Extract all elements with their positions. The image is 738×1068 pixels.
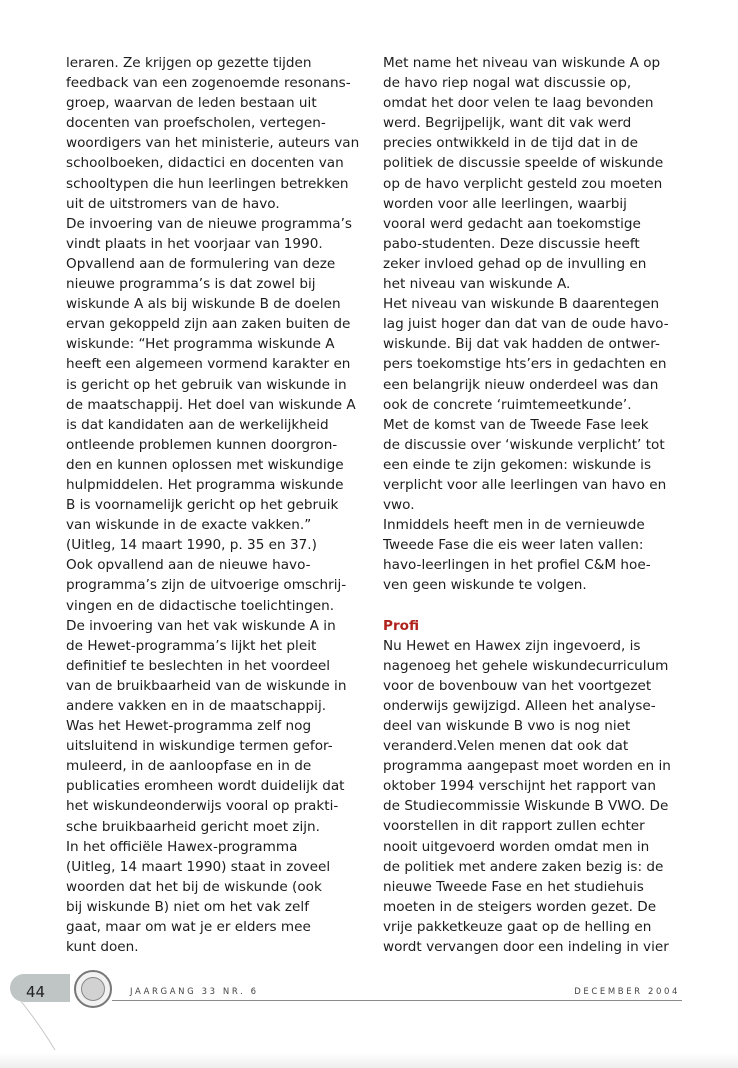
text-line: wiskunde A als bij wiskunde B de doelen xyxy=(66,296,341,313)
text-line: uit de uitstromers van de havo. xyxy=(66,195,280,212)
text-line: B is voornamelijk gericht op het gebruik xyxy=(66,497,339,514)
text-line: (Uitleg, 14 maart 1990, p. 35 en 37.) xyxy=(66,537,317,554)
scan-edge xyxy=(0,1053,738,1068)
text-line: den en kunnen oplossen met wiskundige xyxy=(66,456,344,473)
text-line: schooltypen die hun leerlingen betrekken xyxy=(66,175,349,192)
text-line: heeft een algemeen vormend karakter en xyxy=(66,356,351,373)
text-line: sche bruikbaarheid gericht moet zijn. xyxy=(66,818,320,835)
text-line: Met de komst van de Tweede Fase leek xyxy=(383,416,649,433)
text-line: Met name het niveau van wiskunde A op xyxy=(383,55,661,71)
text-line: oktober 1994 verschijnt het rapport van xyxy=(383,778,656,795)
page-corner-line xyxy=(0,1000,60,1050)
section-heading: Profi xyxy=(383,617,420,634)
text-line: is gericht op het gebruik van wiskunde in xyxy=(66,376,347,393)
text-line: In het officiële Hawex-programma xyxy=(66,838,298,855)
text-line: precies ontwikkeld in de tijd dat in de xyxy=(383,135,638,152)
text-line: de discussie over ‘wiskunde verplicht’ tot xyxy=(383,436,665,453)
text-line: De invoering van de nieuwe programma’s xyxy=(66,215,352,232)
text-line: vingen en de didactische toelichtingen. xyxy=(66,597,335,614)
journal-issue: JAARGANG 33 NR. 6 xyxy=(130,987,259,997)
text-line: muleerd, in de aanloopfase en in de xyxy=(66,758,312,775)
text-line: Opvallend aan de formulering van deze xyxy=(66,255,336,272)
text-line: (Uitleg, 14 maart 1990) staat in zoveel xyxy=(66,858,331,875)
text-line: politiek de discussie speelde of wiskunde xyxy=(383,155,664,172)
text-line: een belangrijk nieuw onderdeel was dan xyxy=(383,376,659,393)
text-line: de politiek met andere zaken bezig is: de xyxy=(383,858,664,875)
text-line: leraren. Ze krijgen op gezette tijden xyxy=(66,55,312,71)
text-line: feedback van een zogenoemde resonans- xyxy=(66,75,351,92)
text-line: verplicht voor alle leerlingen van havo en xyxy=(383,476,667,493)
text-line: Nu Hewet en Hawex zijn ingevoerd, is xyxy=(383,637,641,654)
text-line: de Studiecommissie Wiskunde B VWO. De xyxy=(383,798,669,815)
text-line: docenten van proefscholen, vertegen- xyxy=(66,115,326,132)
text-line: wiskunde. Bij dat vak hadden de ontwer- xyxy=(383,336,660,353)
text-line: is dat kandidaten aan de werkelijkheid xyxy=(66,416,329,433)
right-column-top xyxy=(383,53,685,596)
text-line: hulpmiddelen. Het programma wiskunde xyxy=(66,476,344,493)
text-line: op de havo verplicht gesteld zou moeten xyxy=(383,175,663,192)
text-line: programma aangepast moet worden en in xyxy=(383,758,671,775)
text-line: nooit uitgevoerd worden omdat men in xyxy=(383,838,650,855)
page-number: 44 xyxy=(26,983,46,1001)
journal-seal-inner xyxy=(81,977,105,1001)
left-column xyxy=(66,53,361,957)
text-line: pabo-studenten. Deze discussie heeft xyxy=(383,235,640,252)
text-line: nieuwe Tweede Fase en het studiehuis xyxy=(383,878,644,895)
text-line: worden voor alle leerlingen, waarbij xyxy=(383,195,627,212)
text-line: Tweede Fase die eis weer laten vallen: xyxy=(383,537,644,554)
text-line: kunt doen. xyxy=(66,939,139,956)
text-line: onderwijs gewijzigd. Alleen het analyse- xyxy=(383,697,656,714)
text-line: ontleende problemen kunnen doorgron- xyxy=(66,436,338,453)
text-line: ven geen wiskunde te volgen. xyxy=(383,577,587,594)
text-line: programma’s zijn de uitvoerige omschrij- xyxy=(66,577,347,594)
text-line: andere vakken en in de maatschappij. xyxy=(66,698,327,714)
text-line: bij wiskunde B) niet om het vak zelf xyxy=(66,898,309,915)
text-line: nieuwe programma’s is dat zowel bij xyxy=(66,276,316,293)
text-line: Inmiddels heeft men in de vernieuwde xyxy=(383,517,645,534)
text-line: voor de bovenbouw van het voortgezet xyxy=(383,677,652,694)
text-line: ook de concrete ‘ruimtemeetkunde’. xyxy=(383,396,632,413)
text-line: schoolboeken, didactici en docenten van xyxy=(66,155,344,172)
right-column-bottom xyxy=(383,636,685,958)
text-line: wiskunde: “Het programma wiskunde A xyxy=(66,336,335,353)
text-line: wordt vervangen door een indeling in vier xyxy=(383,939,669,956)
text-line: publicaties eromheen wordt duidelijk dat xyxy=(66,778,345,795)
issue-date: DECEMBER 2004 xyxy=(574,987,680,997)
text-line: pers toekomstige hts’ers in gedachten en xyxy=(383,356,667,373)
text-line: De invoering van het vak wiskunde A in xyxy=(66,617,336,634)
text-line: Ook opvallend aan de nieuwe havo- xyxy=(66,557,311,574)
footer-rule xyxy=(112,1000,682,1001)
text-line: woordigers van het ministerie, auteurs van xyxy=(66,135,360,152)
text-line: de Hewet-programma’s lijkt het pleit xyxy=(66,637,317,654)
text-line: ervan gekoppeld zijn aan zaken buiten de xyxy=(66,316,351,333)
page-number-tab xyxy=(10,974,70,1002)
right-column xyxy=(383,53,685,957)
text-line: deel van wiskunde B vwo is nog niet xyxy=(383,718,631,734)
text-line: havo-leerlingen in het profiel C&M hoe- xyxy=(383,557,651,574)
text-line: veranderd.Velen menen dat ook dat xyxy=(383,738,629,755)
text-line: woorden dat het bij de wiskunde (ook xyxy=(66,878,322,895)
text-line: definitief te beslechten in het voordeel xyxy=(66,657,330,674)
text-line: vrije pakketkeuze gaat op de helling en xyxy=(383,918,652,935)
text-line: vindt plaats in het voorjaar van 1990. xyxy=(66,235,323,252)
text-line: Het niveau van wiskunde B daarentegen xyxy=(383,296,660,313)
text-line: de havo riep nogal wat discussie op, xyxy=(383,75,632,92)
text-line: een einde te zijn gekomen: wiskunde is xyxy=(383,456,652,473)
text-line: van wiskunde in de exacte vakken.” xyxy=(66,517,312,534)
text-line: nagenoeg het gehele wiskundecurriculum xyxy=(383,657,669,674)
text-line: vwo. xyxy=(383,497,415,514)
text-line: moeten in de steigers worden gezet. De xyxy=(383,898,657,915)
text-line: het niveau van wiskunde A. xyxy=(383,276,571,293)
text-line: voorstellen in dit rapport zullen echter xyxy=(383,818,645,835)
text-line: Was het Hewet-programma zelf nog xyxy=(66,718,312,735)
text-line: lag juist hoger dan dat van de oude havo- xyxy=(383,316,669,333)
text-line: groep, waarvan de leden bestaan uit xyxy=(66,95,317,112)
text-line: van de bruikbaarheid van de wiskunde in xyxy=(66,677,347,694)
page-footer xyxy=(0,970,738,1030)
text-line: vooral werd gedacht aan toekomstige xyxy=(383,215,641,232)
journal-seal-icon xyxy=(74,970,112,1008)
text-line: werd. Begrijpelijk, want dit vak werd xyxy=(383,115,632,132)
text-line: de maatschappij. Het doel van wiskunde A xyxy=(66,396,356,413)
text-line: het wiskundeonderwijs vooral op prakti- xyxy=(66,798,339,815)
text-line: omdat het door velen te laag bevonden xyxy=(383,95,654,112)
text-line: gaat, maar om wat je er elders mee xyxy=(66,919,311,936)
text-line: uitsluitend in wiskundige termen gefor- xyxy=(66,738,333,755)
text-line: zeker invloed gehad op de invulling en xyxy=(383,255,647,272)
